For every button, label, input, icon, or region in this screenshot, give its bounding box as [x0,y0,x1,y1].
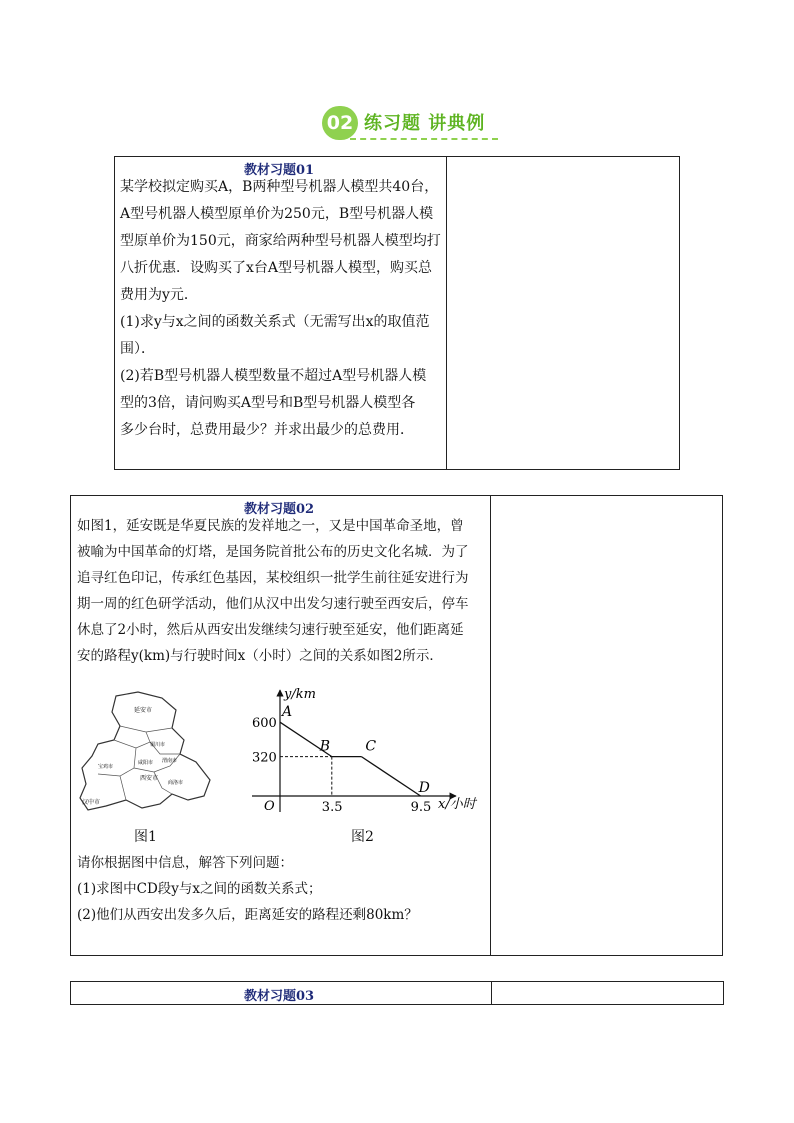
distance-time-graph [244,686,490,822]
point-label: C [365,738,377,755]
exercise-1-line: 某学校拟定购买A，B两种型号机器人模型共40台， [120,179,439,195]
point-label: A [282,704,293,721]
table-divider [446,157,447,469]
exercise-3-title: 教材习题03 [244,989,315,1004]
exercise-1-title: 教材习题01 [244,163,315,178]
x-tick-label: 3.5 [321,800,343,815]
point-label: B [319,738,331,755]
map-label-xian: 西安市 [140,775,159,782]
exercise-2-line: 安的路程y(km)与行驶时间x（小时）之间的关系如图2所示． [77,648,443,664]
exercise-2-line: 如图1，延安既是华夏民族的发祥地之一，又是中国革命圣地，曾 [77,518,464,534]
exercise-1-line: 八折优惠．设购买了x台A型号机器人模型，购买总 [120,260,433,276]
graph-segment [361,757,420,796]
exercise-2-line: (1)求图中CD段y与x之间的函数关系式； [77,881,322,897]
exercise-1-line: 型的3倍，请问购买A型号和B型号机器人模型各 [120,395,416,411]
map-label-xianyang: 咸阳市 [138,760,154,766]
section-header [322,104,498,144]
section-underline [350,138,498,140]
y-tick-label: 320 [252,750,277,766]
figure-1-caption: 图1 [134,829,157,845]
table-divider [491,982,492,1004]
map-label-weinan: 渭南市 [162,758,178,764]
y-tick-label: 600 [252,716,277,732]
x-axis-label: x/小时 [438,797,476,812]
exercise-2-line: (2)他们从西安出发多久后，距离延安的路程还剩80km？ [77,907,418,923]
y-axis-label: y/km [284,687,316,702]
exercise-2-line: 追寻红色印记，传承红色基因，某校组织一批学生前往延安进行为 [77,570,469,586]
section-title: 练习题 讲典例 [364,113,486,134]
exercise-1-line: (1)求y与x之间的函数关系式（无需写出x的取值范 [120,314,430,330]
exercise-1-line: 型原单价为150元，商家给两种型号机器人模型均打 [120,233,441,249]
map-label-tongchuan: 铜川市 [150,742,166,748]
exercise-1-line: (2)若B型号机器人模型数量不超过A型号机器人模 [120,368,427,384]
map-label-baoji: 宝鸡市 [98,764,114,770]
exercise-2-text [77,513,469,669]
map-label-yanan: 延安市 [134,707,153,714]
exercise-1-line: A型号机器人模型原单价为250元，B型号机器人模 [120,206,434,222]
table-divider [490,496,491,955]
exercise-2-line: 休息了2小时，然后从西安出发继续匀速行驶至延安，他们距离延 [77,622,464,638]
exercise-3-table [70,981,724,1005]
figure-2-caption: 图2 [351,829,374,845]
origin-label: O [264,799,275,814]
map-label-shangluo: 商洛市 [168,780,184,786]
exercise-1-line: 费用为y元． [120,287,198,303]
point-label: D [418,780,430,796]
exercise-2-title: 教材习题02 [244,502,315,517]
section-number-badge: 02 [322,106,358,140]
exercise-1-text [120,174,441,444]
x-tick-label: 9.5 [410,800,432,815]
exercise-2-line: 请你根据图中信息，解答下列问题： [77,855,293,871]
shaanxi-map-figure [76,688,216,816]
exercise-2-questions [77,850,418,928]
map-label-hanzhong: 汉中市 [82,799,101,806]
exercise-2-line: 被喻为中国革命的灯塔，是国务院首批公布的历史文化名城．为了 [77,544,469,560]
exercise-2-line: 期一周的红色研学活动，他们从汉中出发匀速行驶至西安后，停车 [77,596,469,612]
exercise-1-line: 多少台时，总费用最少？并求出最少的总费用． [120,422,414,438]
exercise-1-line: 围）． [120,341,155,357]
